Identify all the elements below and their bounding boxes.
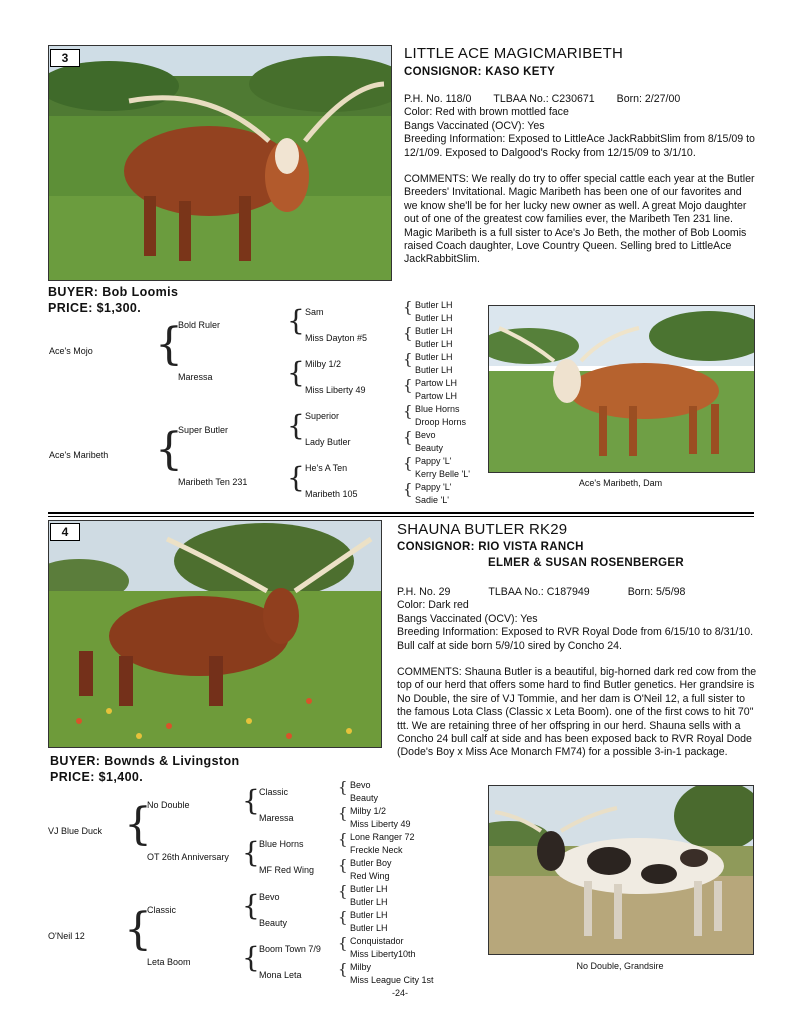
brace: {: [338, 908, 348, 926]
grandsire-photo: [488, 785, 754, 955]
bangs-line: Bangs Vaccinated (OCV): Yes: [397, 612, 538, 625]
consignor-line: CONSIGNOR: KASO KETY: [404, 66, 556, 78]
pedigree-g4: Droop Horns: [415, 417, 467, 427]
pedigree-g4: Butler LH: [350, 884, 388, 894]
pedigree-g4: Miss Liberty10th: [350, 949, 416, 959]
pedigree-g4: Butler LH: [415, 352, 453, 362]
pedigree-g4: Beauty: [350, 793, 379, 803]
lot3-main-photo: [48, 45, 392, 281]
born-date: Born: 2/27/00: [616, 93, 681, 105]
brace: {: [242, 784, 260, 817]
tlbaa-number: TLBAA No.: C230671: [493, 93, 595, 105]
pedigree-g2: Maribeth Ten 231: [178, 477, 248, 487]
pedigree-g4: Bevo: [415, 430, 436, 440]
pedigree-g4: Pappy 'L': [415, 482, 452, 492]
brace: {: [287, 304, 305, 337]
cow-photo-illustration: [49, 521, 381, 747]
brace: {: [155, 424, 183, 475]
brace: {: [242, 889, 260, 922]
pedigree-dam: O'Neil 12: [48, 931, 85, 941]
brace: {: [338, 804, 348, 822]
brace: {: [403, 480, 413, 498]
dam-photo-caption: Ace's Maribeth, Dam: [578, 478, 663, 488]
brace: {: [155, 319, 183, 370]
pedigree-g4: Miss Liberty 49: [350, 819, 411, 829]
pedigree-g4: Butler LH: [415, 339, 453, 349]
registration-line: [404, 93, 756, 106]
pedigree-g3: Milby 1/2: [305, 359, 342, 369]
pedigree-g4: Milby 1/2: [350, 806, 387, 816]
brace: {: [287, 409, 305, 442]
pedigree-g4: Milby: [350, 962, 372, 972]
buyer-line: BUYER: Bob Loomis: [48, 285, 179, 299]
cow-photo-illustration: [489, 306, 754, 472]
pedigree-g4: Butler LH: [415, 326, 453, 336]
page-number: -24-: [391, 988, 408, 998]
pedigree-g4: Butler LH: [415, 313, 453, 323]
brace: {: [403, 428, 413, 446]
pedigree-dam: Ace's Maribeth: [49, 450, 109, 460]
lot-info-block: [397, 586, 757, 760]
pedigree-g3: Sam: [305, 307, 324, 317]
cow-photo-illustration: [49, 46, 391, 280]
brace: {: [338, 778, 348, 796]
price-line: PRICE: $1,400.: [50, 770, 144, 784]
pedigree-g4: Pappy 'L': [415, 456, 452, 466]
pedigree-sire: Ace's Mojo: [49, 346, 93, 356]
pedigree-g4: Bevo: [350, 780, 371, 790]
pedigree-g4: Red Wing: [350, 871, 390, 881]
pedigree-g4: Butler LH: [415, 300, 453, 310]
lot-title: SHAUNA BUTLER RK29: [397, 521, 568, 538]
pedigree-g2: Classic: [147, 905, 177, 915]
section-divider: [48, 516, 754, 517]
comments-text: COMMENTS: We really do try to offer special cattle each year at the Butler Breeders' Invitational. Magic Maribeth has been one of our favorites and we know she'll be for her lucky new owner as well. A great Mojo daughter out of one of the greatest cow families ever, the Maribeth Ten 231 line. Magic Maribeth is a full sister to Ace's Jo Beth, the mother of Bob Loomis raised Coach daughter, Love Country Queen. Selling bred to LittleAce JackRabbitSlim.: [404, 173, 755, 266]
brace: {: [403, 376, 413, 394]
brace: {: [287, 356, 305, 389]
registration-line: [397, 586, 757, 599]
pedigree-g3: Miss Liberty 49: [305, 385, 366, 395]
consignor-line-2: ELMER & SUSAN ROSENBERGER: [488, 557, 684, 569]
pedigree-g3: Maribeth 105: [305, 489, 358, 499]
color-line: Color: Red with brown mottled face: [404, 106, 569, 119]
brace: {: [338, 934, 348, 952]
breeding-info: Breeding Information: Exposed to LittleAce JackRabbitSlim from 8/15/09 to 12/1/09. Exposed to Dalgood's Rocky from 12/15/09 to 3/1/10.: [404, 133, 755, 159]
pedigree-g2: No Double: [147, 800, 190, 810]
pedigree-g2: Bold Ruler: [178, 320, 221, 330]
pedigree-g4: Kerry Belle 'L': [415, 469, 470, 479]
brace: {: [403, 298, 413, 316]
brace: {: [338, 960, 348, 978]
grandsire-photo-caption: No Double, Grandsire: [576, 961, 664, 971]
pedigree-g2: Super Butler: [178, 425, 229, 435]
pedigree-g4: Conquistador: [350, 936, 404, 946]
brace: {: [338, 856, 348, 874]
tlbaa-number: TLBAA No.: C187949: [488, 586, 590, 598]
lot4-main-photo: [48, 520, 382, 748]
pedigree-g4: Butler LH: [415, 365, 453, 375]
brace: {: [242, 836, 260, 869]
pedigree-g4: Butler LH: [350, 910, 388, 920]
buyer-line: BUYER: Bownds & Livingston: [50, 754, 240, 768]
pedigree-g2: Maressa: [178, 372, 213, 382]
pedigree-g4: Lone Ranger 72: [350, 832, 415, 842]
price-line: PRICE: $1,300.: [48, 301, 142, 315]
pedigree-g3: Boom Town 7/9: [259, 944, 321, 954]
cow-photo-illustration: [489, 786, 753, 954]
pedigree-g3: Mona Leta: [259, 970, 302, 980]
pedigree-g2: OT 26th Anniversary: [147, 852, 229, 862]
pedigree-g3: Bevo: [259, 892, 280, 902]
pedigree-g4: Freckle Neck: [350, 845, 403, 855]
pedigree-g3: Blue Horns: [259, 839, 304, 849]
brace: {: [403, 350, 413, 368]
ph-number: P.H. No. 118/0: [404, 93, 472, 105]
bangs-line: Bangs Vaccinated (OCV): Yes: [404, 119, 545, 132]
pedigree-g2: Leta Boom: [147, 957, 191, 967]
brace: {: [403, 454, 413, 472]
lot-number-badge: 4: [50, 523, 80, 541]
pedigree-g4: Butler LH: [350, 897, 388, 907]
pedigree-g4: Sadie 'L': [415, 495, 449, 505]
color-line: Color: Dark red: [397, 599, 469, 612]
breeding-info: Breeding Information: Exposed to RVR Royal Dode from 6/15/10 to 8/31/10. Bull calf at side born 5/9/10 sired by Concho 24.: [397, 626, 754, 652]
brace: {: [124, 799, 152, 850]
lot-number-badge: 3: [50, 49, 80, 67]
pedigree-g4: Butler Boy: [350, 858, 392, 868]
section-divider: [48, 512, 754, 514]
pedigree-g3: Superior: [305, 411, 340, 421]
brace: {: [338, 882, 348, 900]
pedigree-g3: Classic: [259, 787, 289, 797]
pedigree-g4: Miss League City 1st: [350, 975, 434, 985]
brace: {: [287, 461, 305, 494]
dam-photo: [488, 305, 755, 473]
pedigree-g4: Partow LH: [415, 378, 458, 388]
brace: {: [403, 402, 413, 420]
pedigree-g3: Beauty: [259, 918, 288, 928]
ph-number: P.H. No. 29: [397, 586, 451, 598]
pedigree-g3: MF Red Wing: [259, 865, 315, 875]
pedigree-g3: Miss Dayton #5: [305, 333, 368, 343]
brace: {: [338, 830, 348, 848]
pedigree-g4: Butler LH: [350, 923, 388, 933]
lot-title: LITTLE ACE MAGICMARIBETH: [404, 45, 624, 62]
pedigree-sire: VJ Blue Duck: [48, 826, 103, 836]
consignor-line: CONSIGNOR: RIO VISTA RANCH: [397, 541, 584, 553]
brace: {: [124, 904, 152, 955]
lot-info-block: [404, 93, 756, 267]
pedigree-g4: Blue Horns: [415, 404, 460, 414]
pedigree-g3: Lady Butler: [305, 437, 351, 447]
pedigree-g3: Maressa: [259, 813, 294, 823]
born-date: Born: 5/5/98: [627, 586, 686, 598]
pedigree-g4: Partow LH: [415, 391, 458, 401]
pedigree-g3: He's A Ten: [305, 463, 348, 473]
brace: {: [242, 941, 260, 974]
brace: {: [403, 324, 413, 342]
comments-text: COMMENTS: Shauna Butler is a beautiful, big-horned dark red cow from the top of our herd that offers some hard to find Butler genetics. Her grandsire is No Double, the sire of VJ Tommie, and her dam is O'Neil 12, a full sister to the famous Lota Class (Classic x Leta Boom). one of the first cows to hit 70" ttt. We are retaining three of her offspring in our herd. Shauna sells with a Concho 24 bull calf at side and has been exposed back to RVR Royal Dode (Dode's Boy x Miss Ace Monarch FM74) for a possible 3-in-1 package.: [397, 666, 757, 759]
pedigree-g4: Beauty: [415, 443, 444, 453]
